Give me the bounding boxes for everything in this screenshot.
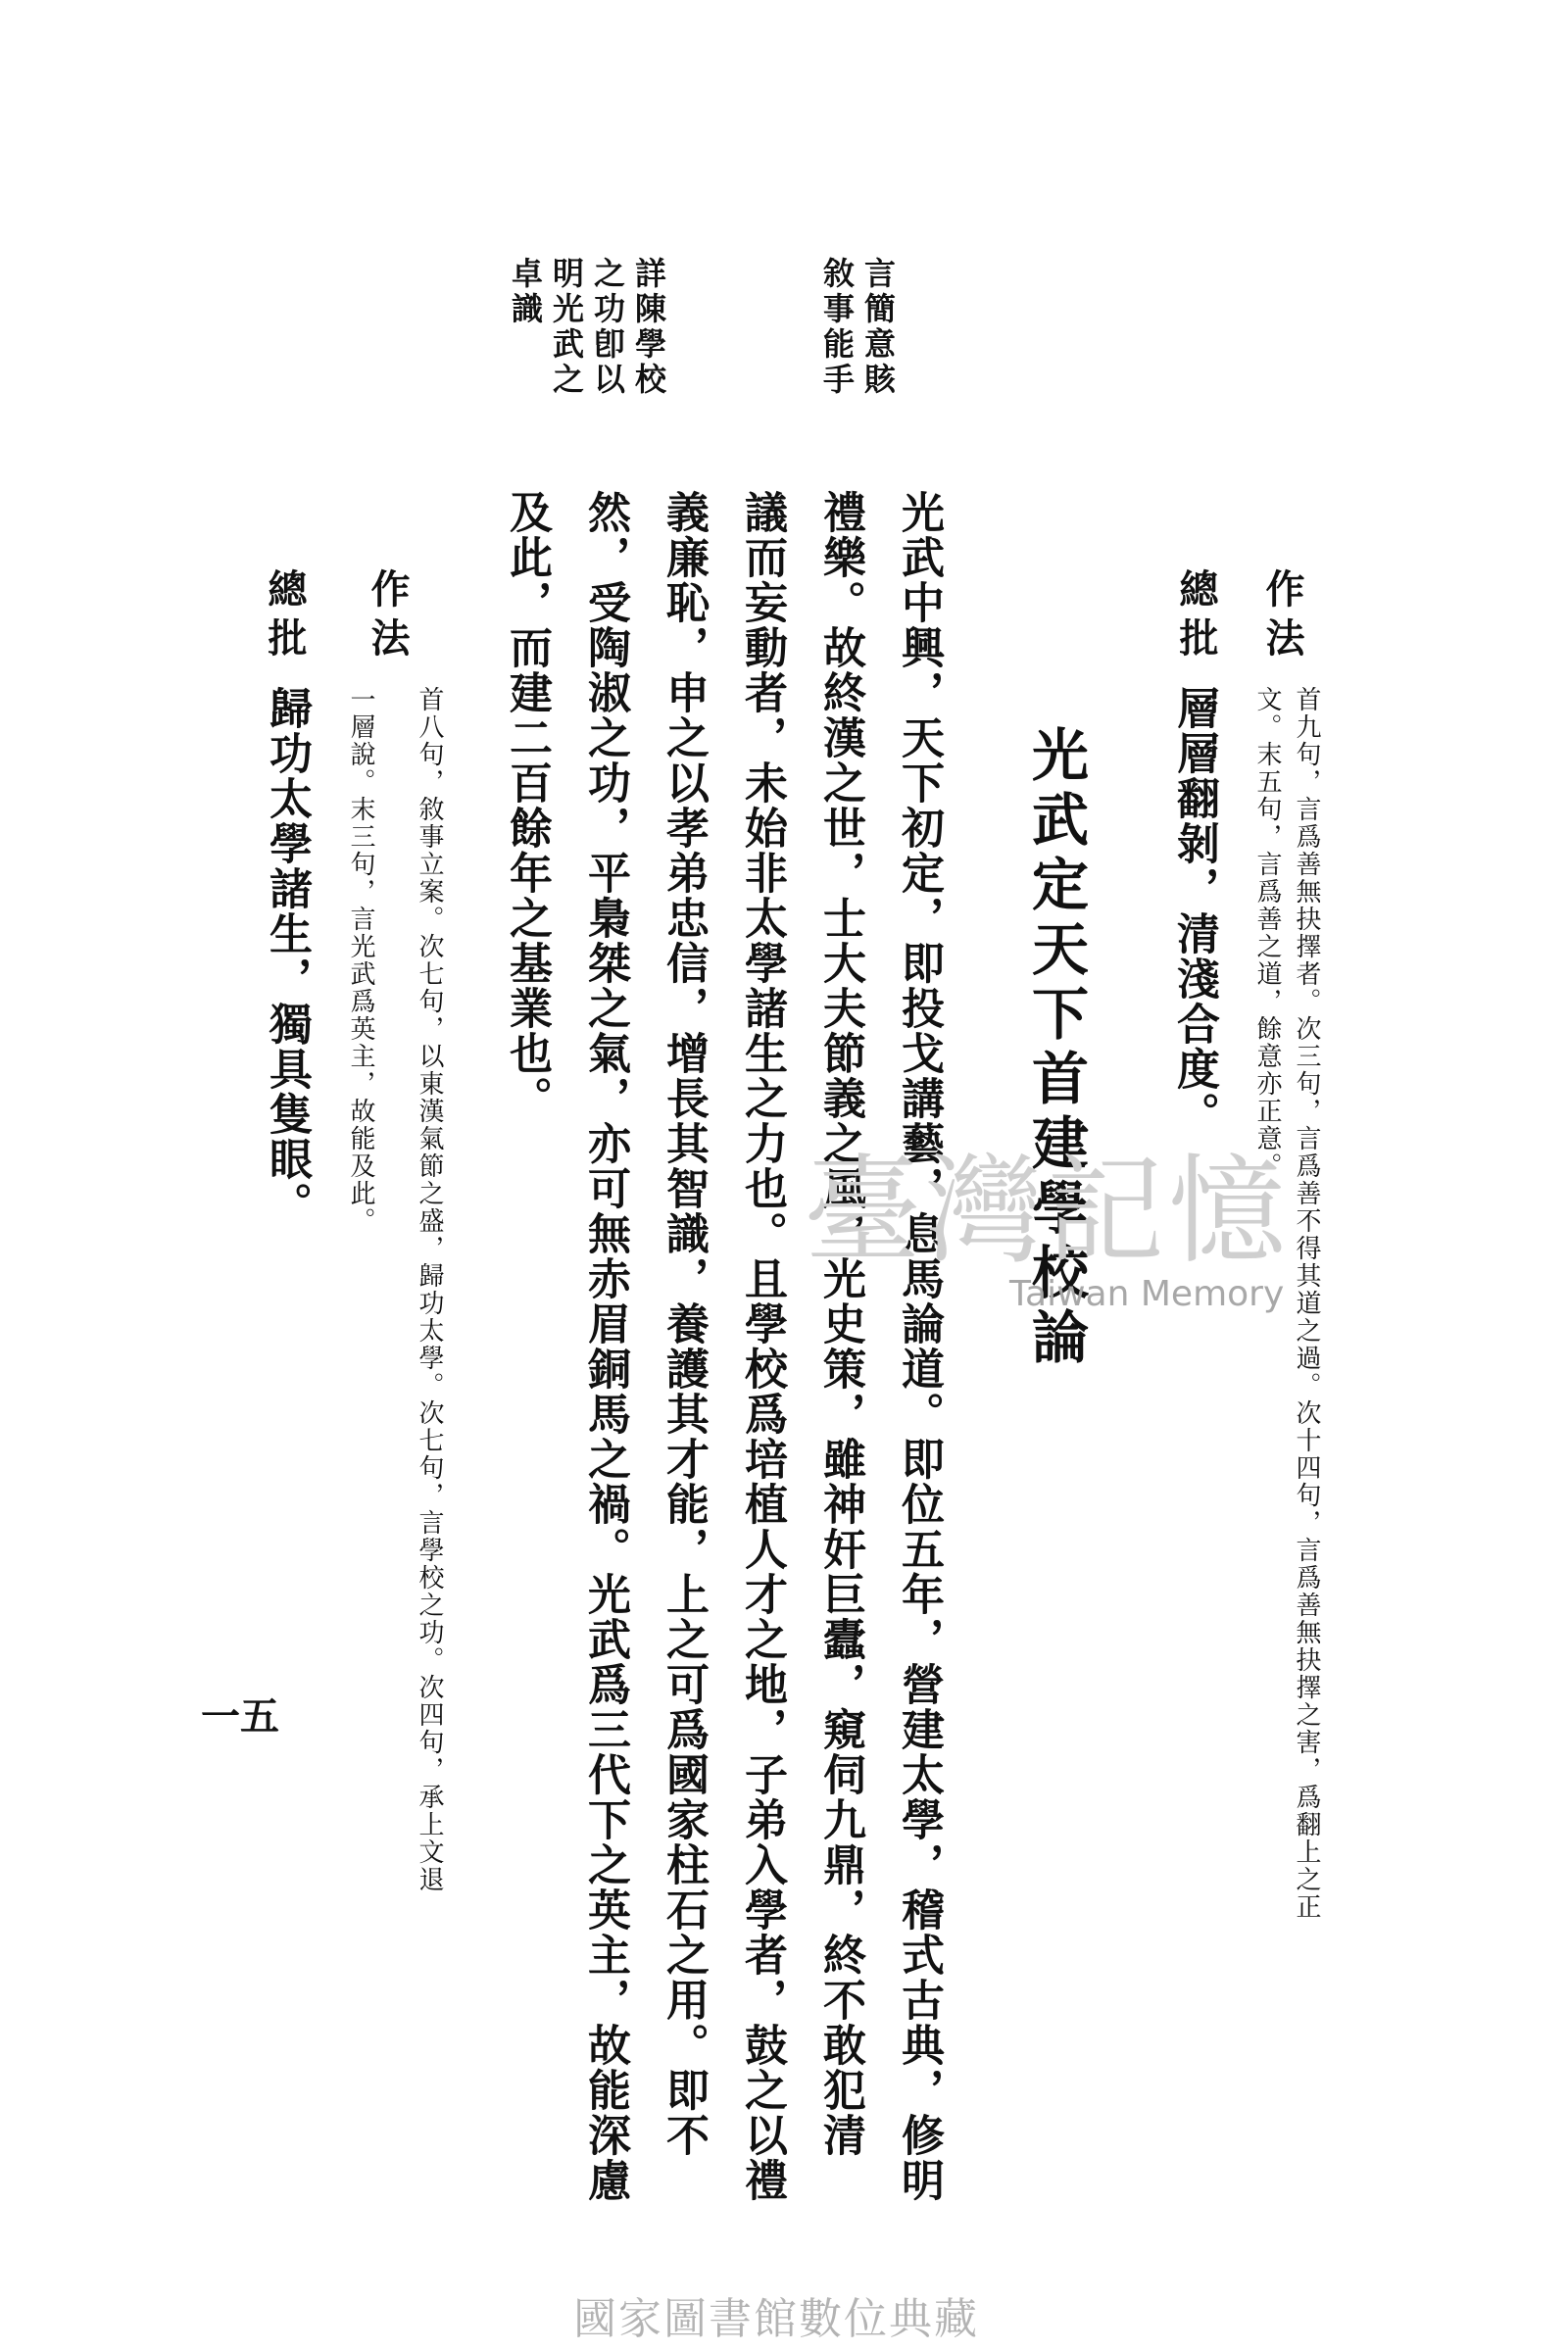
margin-note-3: 詳陳學校 bbox=[630, 257, 667, 398]
margin-note-4: 之功卽以 bbox=[589, 257, 626, 398]
method-note-1b: 文。末五句，言爲善之道，餘意亦正意。 bbox=[1252, 686, 1282, 1180]
page-number: 一五 bbox=[201, 1693, 279, 1740]
margin-note-6: 卓識 bbox=[507, 257, 544, 327]
watermark-logo: 臺灣記憶 bbox=[804, 1144, 1290, 1280]
essay-line-4: 義廉恥，申之以孝弟忠信，增長其智識，養護其才能，上之可爲國家柱石之用。即不 bbox=[659, 490, 709, 2158]
margin-note-2: 敘事能手 bbox=[818, 257, 856, 398]
margin-note-1: 言簡意賅 bbox=[859, 257, 897, 398]
method-label-1: 作法 bbox=[1259, 568, 1305, 666]
method-label-2: 作法 bbox=[365, 568, 411, 666]
essay-line-6: 及此，而建二百餘年之基業也。 bbox=[502, 490, 552, 1121]
essay-line-3: 議而妄動者，未始非太學諸生之力也。且學校爲培植人才之地，子弟入學者，鼓之以禮 bbox=[737, 490, 787, 2203]
method-note-2b: 一層說。末三句，言光武爲英主，故能及此。 bbox=[346, 686, 375, 1235]
essay-line-1: 光武中興，天下初定，即投戈講藝，息馬論道。即位五年，營建太學，稽式古典，修明 bbox=[894, 490, 944, 2203]
essay-line-5: 然，受陶淑之功，平梟桀之氣，亦可無赤眉銅馬之禍。光武爲三代下之英主，故能深慮 bbox=[580, 490, 630, 2203]
essay-line-2: 禮樂。故終漢之世，士大夫節義之風，光史策，雖神奸巨蠹，窺伺九鼎，終不敢犯清 bbox=[815, 490, 865, 2158]
general-comment-1: 層層翻剝，清淺合度。 bbox=[1169, 686, 1219, 1137]
method-note-1a: 首九句，言爲善無抉擇者。次三句，言爲善不得其道之過。次十四句，言爲善無抉擇之害，爲翻上之正 bbox=[1292, 686, 1321, 1921]
margin-note-5: 明光武之 bbox=[548, 257, 585, 398]
footer-text: 國家圖書館數位典藏 bbox=[573, 2294, 979, 2344]
method-note-2a: 首八句，敘事立案。次七句，以東漢氣節之盛，歸功太學。次七句，言學校之功。次四句，承上文退 bbox=[415, 686, 444, 1893]
essay-title: 光武定天下首建學校論 bbox=[1022, 725, 1089, 1372]
general-label-2: 總批 bbox=[262, 568, 308, 666]
general-comment-2: 歸功太學諸生，獨具隻眼。 bbox=[262, 686, 312, 1227]
general-label-1: 總批 bbox=[1173, 568, 1219, 666]
watermark-subtitle: Taiwan Memory bbox=[1009, 1274, 1285, 1314]
